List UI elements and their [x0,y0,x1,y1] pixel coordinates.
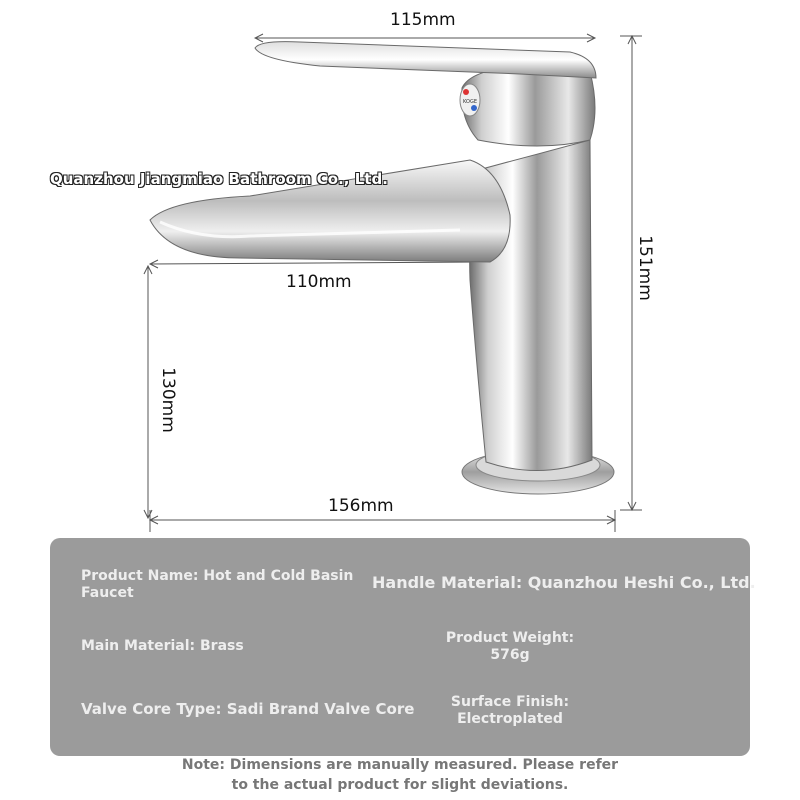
spec-product-weight-label: Product Weight: [445,630,575,646]
dim-base-length: 156mm [328,496,394,516]
spec-surface-finish-value: Electroplated [457,711,563,727]
spec-product-name: Product Name: Hot and Cold Basin Faucet [81,568,354,601]
dim-top-width: 115mm [390,10,456,30]
spec-surface-finish [430,694,590,728]
spec-surface-finish-label: Surface Finish: [450,694,570,710]
dim-spout-height: 130mm [157,367,178,433]
spec-valve-core: Valve Core Type: Sadi Brand Valve Core [81,700,415,718]
handle-badge: KOGE [463,99,477,105]
spec-panel [50,538,756,756]
spec-product-weight-value: 576g [490,647,530,663]
measurement-note-line2: to the actual product for slight deviations. [231,777,569,793]
spec-product-weight [430,630,590,664]
measurement-note-line1: Note: Dimensions are manually measured. Please refer [181,757,619,773]
measurement-note [0,755,800,795]
company-watermark: Quanzhou Jiangmiao Bathroom Co., Ltd. [50,170,388,188]
spec-handle-material: Handle Material: Quanzhou Heshi Co., Ltd. [372,573,756,592]
handle-lever [255,42,596,78]
dim-total-height: 151mm [634,235,655,301]
dim-spout-length: 110mm [286,272,352,292]
handle-housing [462,66,595,146]
spec-main-material: Main Material: Brass [81,638,244,654]
